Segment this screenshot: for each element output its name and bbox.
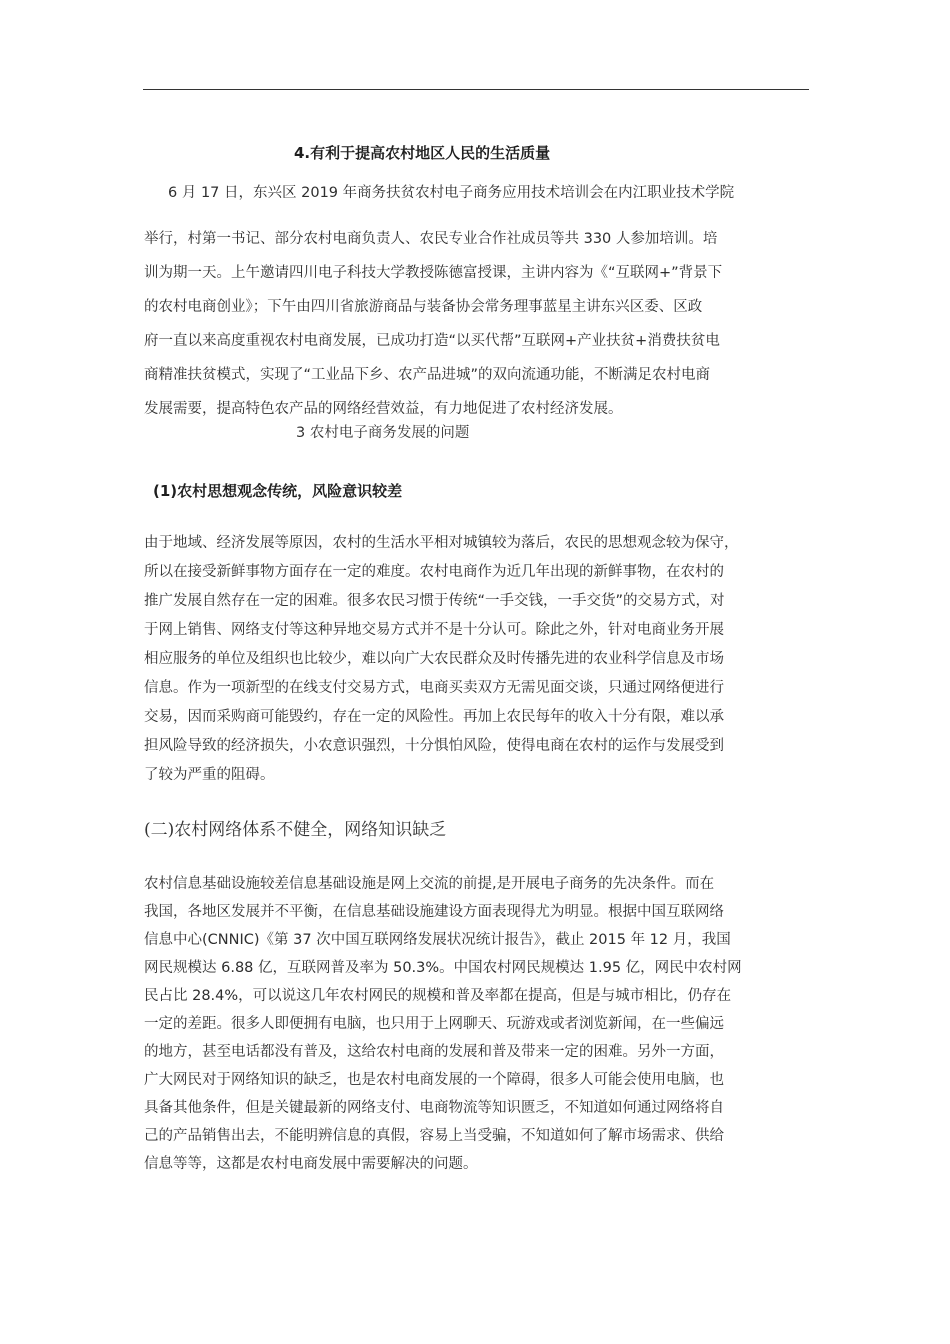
section-4-title: 4.有利于提高农村地区人民的生活质量 xyxy=(294,144,551,162)
subsection-2-title: (二)农村网络体系不健全，网络知识缺乏 xyxy=(144,820,447,840)
paragraph-line: 府一直以来高度重视农村电商发展，已成功打造“以买代帮”互联网+产业扶贫+消费扶贫电 xyxy=(144,333,720,349)
section-4-paragraph xyxy=(144,222,812,426)
section-3-title: 3 农村电子商务发展的问题 xyxy=(296,425,470,441)
paragraph-line: 我国，各地区发展并不平衡，在信息基础设施建设方面表现得尤为明显。根据中国互联网络 xyxy=(144,904,724,920)
paragraph-line: 推广发展自然存在一定的困难。很多农民习惯于传统“一手交钱，一手交货”的交易方式，对 xyxy=(144,593,725,609)
section-4-paragraph-first-line xyxy=(168,176,812,210)
paragraph-line: 的地方，甚至电话都没有普及，这给农村电商的发展和普及带来一定的困难。另外一方面， xyxy=(144,1044,724,1060)
subsection-2-paragraph xyxy=(144,870,812,1178)
paragraph-line: 6 月 17 日，东兴区 2019 年商务扶贫农村电子商务应用技术培训会在内江职业技术学院 xyxy=(168,185,735,201)
paragraph-line: 所以在接受新鲜事物方面存在一定的难度。农村电商作为近几年出现的新鲜事物，在农村的 xyxy=(144,564,724,580)
paragraph-line: 网民规模达 6.88 亿，互联网普及率为 50.3%。中国农村网民规模达 1.95 亿，网民中农村网 xyxy=(144,960,742,976)
subsection-1-paragraph xyxy=(144,529,812,790)
paragraph-line: 发展需要，提高特色农产品的网络经营效益，有力地促进了农村经济发展。 xyxy=(144,401,623,417)
paragraph-line: 民占比 28.4%，可以说这几年农村网民的规模和普及率都在提高，但是与城市相比，仍存在 xyxy=(144,988,732,1004)
paragraph-line: 信息中心(CNNIC)《第 37 次中国互联网络发展状况统计报告》，截止 2015 年 12 月，我国 xyxy=(144,932,731,948)
paragraph-line: 广大网民对于网络知识的缺乏，也是农村电商发展的一个障碍，很多人可能会使用电脑，也 xyxy=(144,1072,724,1088)
paragraph-line: 担风险导致的经济损失，小农意识强烈，十分惧怕风险，使得电商在农村的运作与发展受到 xyxy=(144,738,724,754)
paragraph-line: 信息。作为一项新型的在线支付交易方式，电商买卖双方无需见面交谈，只通过网络便进行 xyxy=(144,680,724,696)
paragraph-line: 信息等等，这都是农村电商发展中需要解决的问题。 xyxy=(144,1156,478,1172)
header-rule xyxy=(143,89,809,90)
paragraph-line: 训为期一天。上午邀请四川电子科技大学教授陈德富授课，主讲内容为《“互联网+”背景下 xyxy=(144,265,723,281)
paragraph-line: 的农村电商创业》；下午由四川省旅游商品与装备协会常务理事蓝星主讲东兴区委、区政 xyxy=(144,299,703,315)
paragraph-line: 举行，村第一书记、部分农村电商负责人、农民专业合作社成员等共 330 人参加培训。培 xyxy=(144,231,718,247)
paragraph-line: 商精准扶贫模式，实现了“工业品下乡、农产品进城”的双向流通功能，不断满足农村电商 xyxy=(144,367,711,383)
paragraph-line: 交易，因而采购商可能毁约，存在一定的风险性。再加上农民每年的收入十分有限，难以承 xyxy=(144,709,724,725)
paragraph-line: 己的产品销售出去，不能明辨信息的真假，容易上当受骗，不知道如何了解市场需求、供给 xyxy=(144,1128,724,1144)
paragraph-line: 相应服务的单位及组织也比较少，难以向广大农民群众及时传播先进的农业科学信息及市场 xyxy=(144,651,724,667)
paragraph-line: 了较为严重的阻碍。 xyxy=(144,767,275,783)
paragraph-line: 一定的差距。很多人即便拥有电脑，也只用于上网聊天、玩游戏或者浏览新闻，在一些偏远 xyxy=(144,1016,724,1032)
paragraph-line: 由于地域、经济发展等原因，农村的生活水平相对城镇较为落后，农民的思想观念较为保守， xyxy=(144,535,739,551)
paragraph-line: 农村信息基础设施较差信息基础设施是网上交流的前提,是开展电子商务的先决条件。而在 xyxy=(144,876,715,892)
paragraph-line: 具备其他条件，但是关键最新的网络支付、电商物流等知识匮乏，不知道如何通过网络将自 xyxy=(144,1100,724,1116)
paragraph-line: 于网上销售、网络支付等这种异地交易方式并不是十分认可。除此之外，针对电商业务开展 xyxy=(144,622,724,638)
subsection-1-title: (1)农村思想观念传统，风险意识较差 xyxy=(153,482,403,500)
